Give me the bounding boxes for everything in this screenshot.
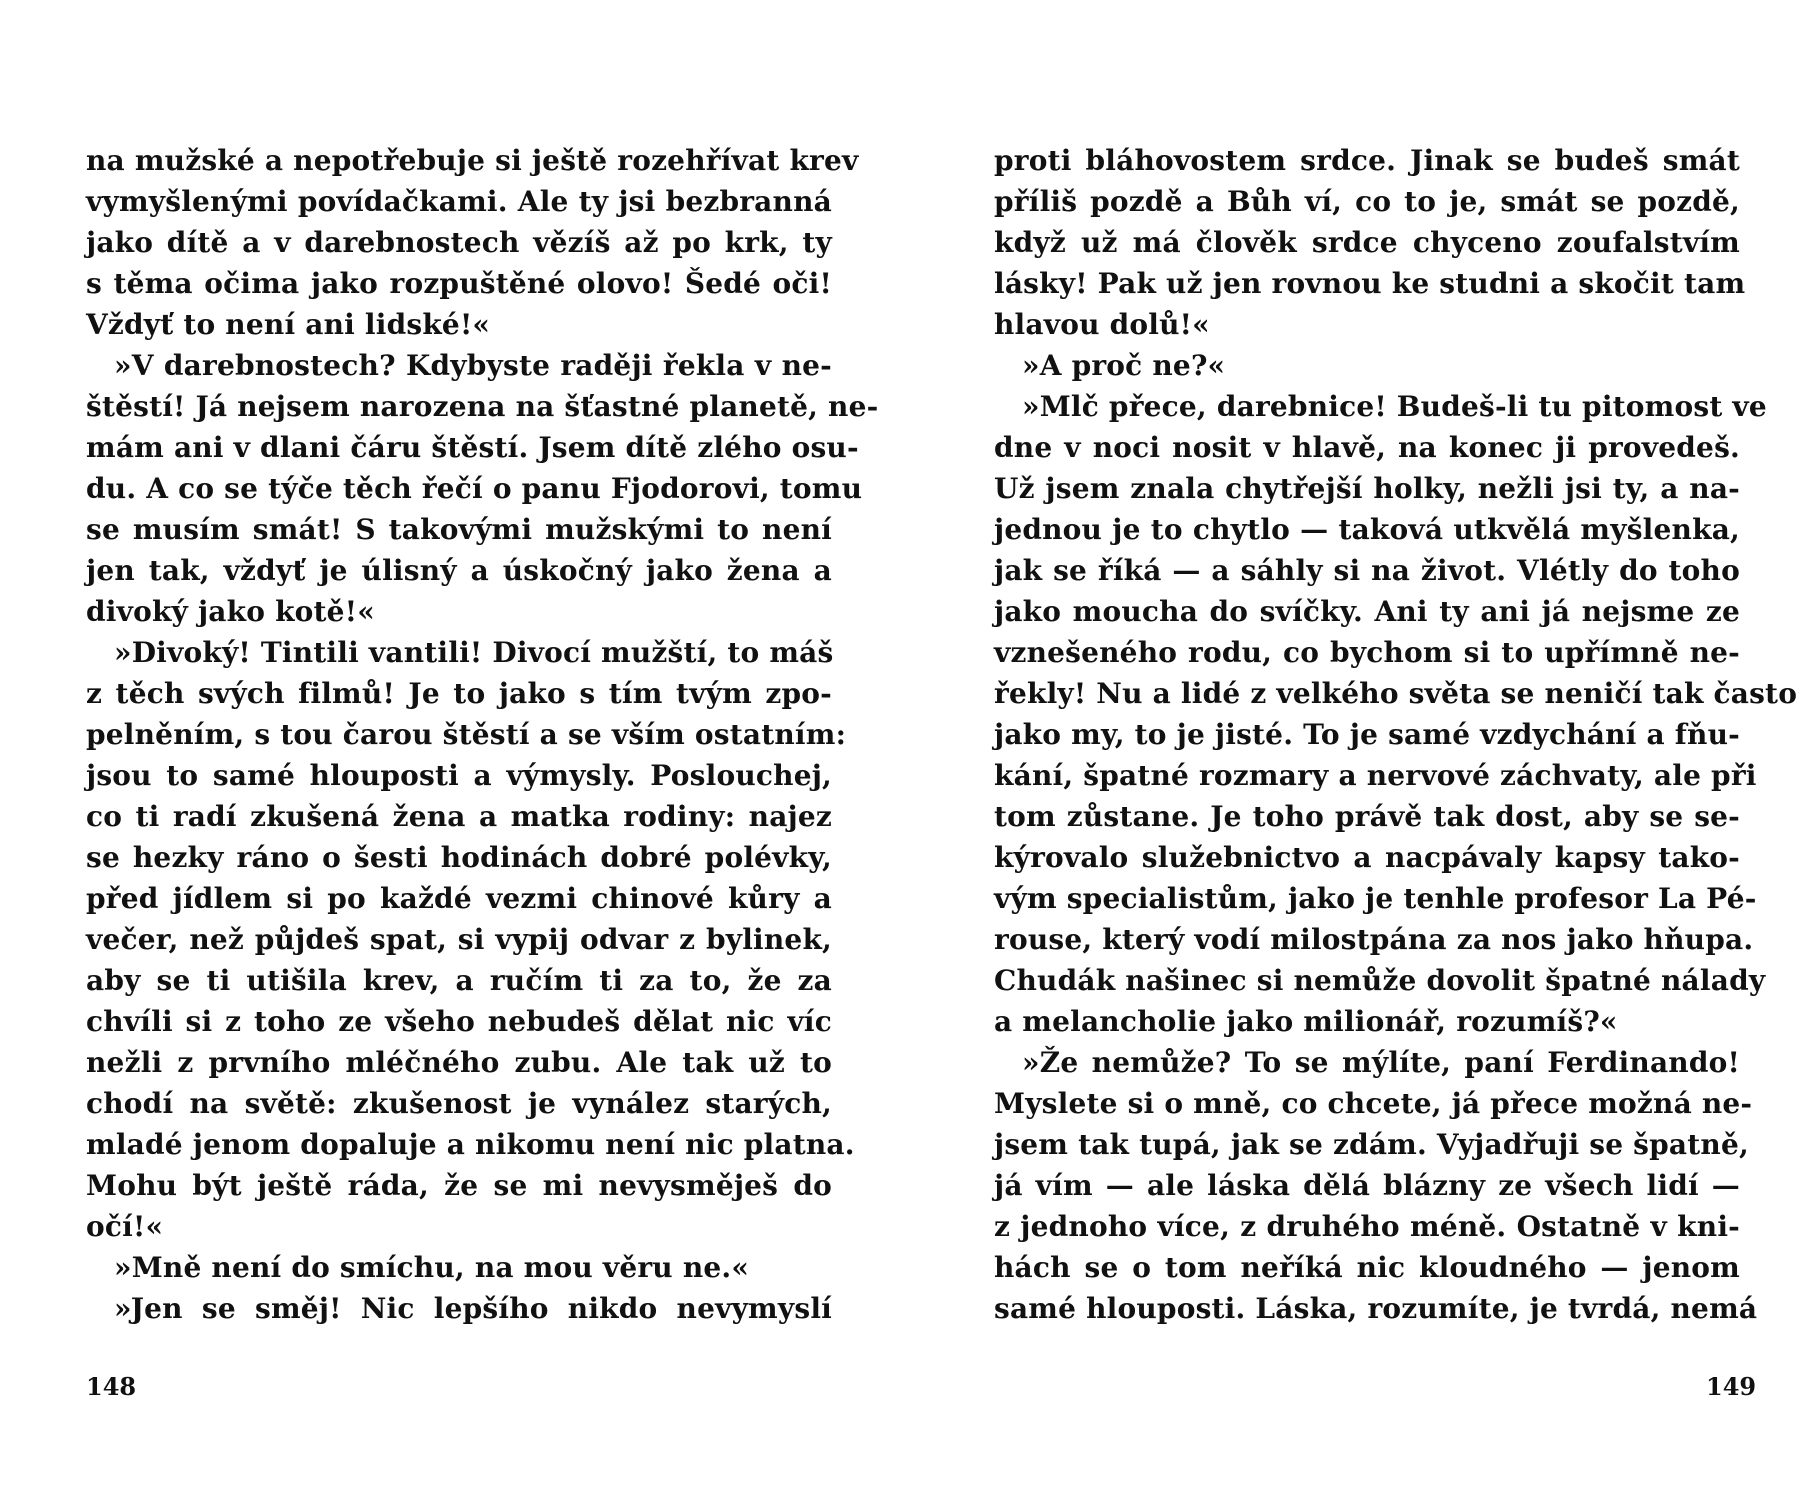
- text-line: nežli z prvního mléčného zubu. Ale tak už to: [86, 1046, 832, 1079]
- text-line: »Jen se směj! Nic lepšího nikdo nevymyslí: [114, 1292, 832, 1325]
- text-line: před jídlem si po každé vezmi chinové kůry a: [86, 882, 832, 915]
- text-line: jak se říká — a sáhly si na život. Vlétly do toho: [994, 554, 1740, 587]
- text-line: dne v noci nosit v hlavě, na konec ji provedeš.: [994, 431, 1740, 464]
- text-line: samé hlouposti. Láska, rozumíte, je tvrdá, nemá: [994, 1292, 1758, 1325]
- text-line: chodí na světě: zkušenost je vynález starých,: [86, 1087, 832, 1120]
- text-line: mám ani v dlani čáru štěstí. Jsem dítě zlého osu-: [86, 431, 859, 464]
- text-line: »Že nemůže? To se mýlíte, paní Ferdinando!: [1022, 1046, 1740, 1079]
- text-line: proti bláhovostem srdce. Jinak se budeš smát: [994, 144, 1740, 177]
- text-line: »Mně není do smíchu, na mou věru ne.«: [114, 1251, 750, 1284]
- text-line: jen tak, vždyť je úlisný a úskočný jako žena a: [86, 554, 832, 587]
- text-line: »Divoký! Tintili vantili! Divocí mužští, to máš: [114, 636, 834, 669]
- text-line: se musím smát! S takovými mužskými to není: [86, 513, 832, 546]
- text-line: rouse, který vodí milostpána za nos jako hňupa.: [994, 923, 1754, 956]
- text-line: Mohu být ještě ráda, že se mi nevysměješ do: [86, 1169, 832, 1202]
- text-line: se hezky ráno o šesti hodinách dobré polévky,: [86, 841, 832, 874]
- right-page-text: [994, 140, 1798, 1329]
- text-line: řekly! Nu a lidé z velkého světa se neničí tak často: [994, 677, 1798, 710]
- text-line: kýrovalo služebnictvo a nacpávaly kapsy tako-: [994, 841, 1740, 874]
- text-line: co ti radí zkušená žena a matka rodiny: najez: [86, 800, 832, 833]
- text-line: a melancholie jako milionář, rozumíš?«: [994, 1005, 1618, 1038]
- text-line: »Mlč přece, darebnice! Budeš-li tu pitomost ve: [1022, 390, 1767, 423]
- text-line: »A proč ne?«: [1022, 349, 1226, 382]
- text-line: mladé jenom dopaluje a nikomu není nic platna.: [86, 1128, 855, 1161]
- text-line: jako moucha do svíčky. Ani ty ani já nejsme ze: [994, 595, 1740, 628]
- text-line: na mužské a nepotřebuje si ještě rozehřívat krev: [86, 144, 859, 177]
- text-line: tom zůstane. Je toho právě tak dost, aby se se-: [994, 800, 1740, 833]
- text-line: hlavou dolů!«: [994, 308, 1210, 341]
- text-line: vymyšlenými povídačkami. Ale ty jsi bezbranná: [86, 185, 832, 218]
- text-line: z těch svých filmů! Je to jako s tím tvým zpo-: [86, 677, 832, 710]
- text-line: divoký jako kotě!«: [86, 595, 375, 628]
- text-line: vznešeného rodu, co bychom si to upřímně ne-: [994, 636, 1740, 669]
- text-line: z jednoho více, z druhého méně. Ostatně v kni-: [994, 1210, 1740, 1243]
- text-line: lásky! Pak už jen rovnou ke studni a skočit tam: [994, 267, 1746, 300]
- text-line: jako dítě a v darebnostech vězíš až po krk, ty: [86, 226, 832, 259]
- text-line: jsou to samé hlouposti a výmysly. Poslouchej,: [86, 759, 832, 792]
- text-line: štěstí! Já nejsem narozena na šťastné planetě, ne-: [86, 390, 879, 423]
- text-line: du. A co se týče těch řečí o panu Fjodorovi, tomu: [86, 472, 863, 505]
- text-line: příliš pozdě a Bůh ví, co to je, smát se pozdě,: [994, 185, 1740, 218]
- text-line: hách se o tom neříká nic kloudného — jenom: [994, 1251, 1740, 1284]
- text-line: »V darebnostech? Kdybyste raději řekla v ne-: [114, 349, 832, 382]
- text-line: kání, špatné rozmary a nervové záchvaty, ale při: [994, 759, 1757, 792]
- text-line: když už má člověk srdce chyceno zoufalstvím: [994, 226, 1740, 259]
- text-line: já vím — ale láska dělá blázny ze všech lidí —: [994, 1169, 1740, 1202]
- text-line: jako my, to je jisté. To je samé vzdychání a fňu-: [994, 718, 1740, 751]
- text-line: aby se ti utišila krev, a ručím ti za to, že za: [86, 964, 832, 997]
- text-line: Už jsem znala chytřejší holky, nežli jsi ty, a na-: [994, 472, 1740, 505]
- text-line: očí!«: [86, 1210, 164, 1243]
- text-line: Myslete si o mně, co chcete, já přece možná ne-: [994, 1087, 1753, 1120]
- left-page-number: 148: [86, 1372, 137, 1401]
- text-line: s těma očima jako rozpuštěné olovo! Šedé oči!: [86, 267, 832, 300]
- left-page-text: [86, 140, 879, 1329]
- right-page-number: 149: [1706, 1372, 1757, 1401]
- text-line: jsem tak tupá, jak se zdám. Vyjadřuji se špatně,: [994, 1128, 1749, 1161]
- text-line: Chudák našinec si nemůže dovolit špatné nálady: [994, 964, 1766, 997]
- text-line: Vždyť to není ani lidské!«: [86, 308, 491, 341]
- text-line: večer, než půjdeš spat, si vypij odvar z bylinek,: [86, 923, 832, 956]
- text-line: pelněním, s tou čarou štěstí a se vším ostatním:: [86, 718, 847, 751]
- text-line: chvíli si z toho ze všeho nebudeš dělat nic víc: [86, 1005, 832, 1038]
- text-line: jednou je to chytlo — taková utkvělá myšlenka,: [994, 513, 1740, 546]
- text-line: vým specialistům, jako je tenhle profesor La Pé-: [994, 882, 1757, 915]
